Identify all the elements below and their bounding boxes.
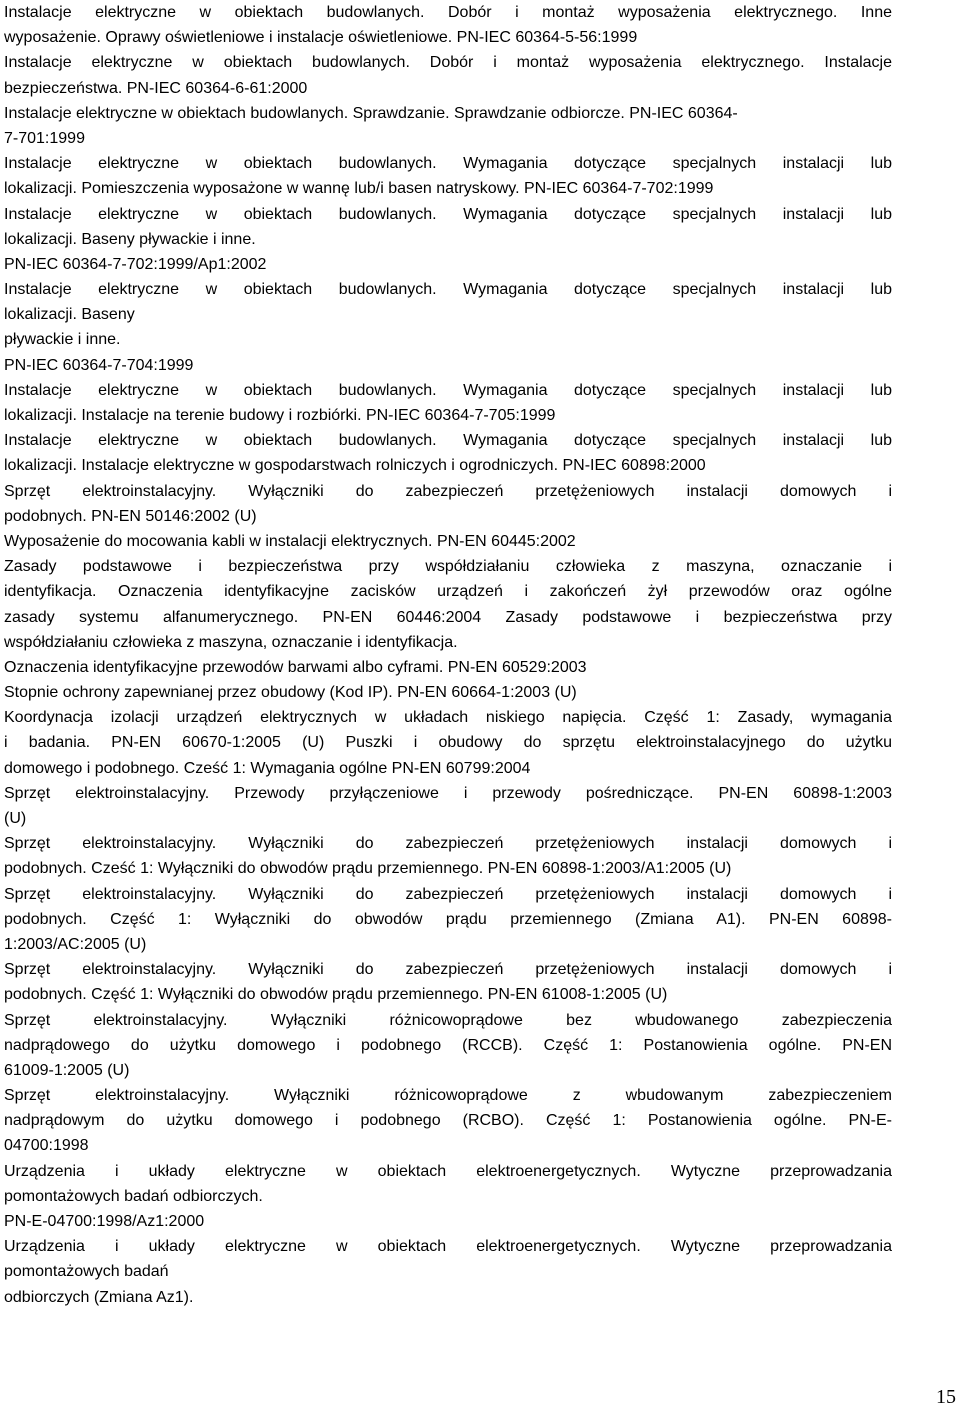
text-line: Sprzęt elektroinstalacyjny. Wyłączniki do zabezpieczeń przetężeniowych instalacji domowych i bbox=[4, 482, 892, 500]
text-line: Instalacje elektryczne w obiektach budowlanych. Sprawdzanie. Sprawdzanie odbiorcze. PN-IEC 60364- bbox=[4, 104, 738, 122]
text-line: Koordynacja izolacji urządzeń elektrycznych w układach niskiego napięcia. Część 1: Zasady, wymagania bbox=[4, 709, 892, 727]
text-line: 7-701:1999 bbox=[4, 129, 85, 147]
text-line: Sprzęt elektroinstalacyjny. Wyłączniki do zabezpieczeń przetężeniowych instalacji domowych i bbox=[4, 961, 892, 979]
text-line: podobnych. Część 1: Wyłączniki do obwodów prądu przemiennego. PN-EN 61008-1:2005 (U) bbox=[4, 986, 668, 1004]
text-line: lokalizacji. Baseny bbox=[4, 306, 135, 324]
text-line: identyfikacja. Oznaczenia identyfikacyjne zacisków urządzeń i zakończeń żył przewodów oraz ogólne bbox=[4, 583, 892, 601]
text-line: podobnych. PN-EN 50146:2002 (U) bbox=[4, 507, 257, 525]
text-line: Urządzenia i układy elektryczne w obiektach elektroenergetycznych. Wytyczne przeprowadzania bbox=[4, 1162, 892, 1180]
text-line: zasady systemu alfanumerycznego. PN-EN 60446:2004 Zasady podstawowe i bezpieczeństwa przy bbox=[4, 608, 892, 626]
text-line: pomontażowych badań odbiorczych. bbox=[4, 1187, 263, 1205]
text-line: Urządzenia i układy elektryczne w obiektach elektroenergetycznych. Wytyczne przeprowadzania bbox=[4, 1238, 892, 1256]
text-line: Instalacje elektryczne w obiektach budowlanych. Wymagania dotyczące specjalnych instalacji lub bbox=[4, 381, 892, 399]
text-line: 61009-1:2005 (U) bbox=[4, 1061, 130, 1079]
text-line: domowego i podobnego. Cześć 1: Wymagania ogólne PN-EN 60799:2004 bbox=[4, 759, 531, 777]
text-line: wyposażenie. Oprawy oświetleniowe i instalacje oświetleniowe. PN-IEC 60364-5-56:1999 bbox=[4, 29, 638, 47]
text-line: PN-IEC 60364-7-702:1999/Ap1:2002 bbox=[4, 255, 267, 273]
text-line: PN-IEC 60364-7-704:1999 bbox=[4, 356, 194, 374]
text-line: Instalacje elektryczne w obiektach budowlanych. Dobór i montaż wyposażenia elektrycznego. Inne bbox=[4, 4, 892, 21]
text-line: 04700:1998 bbox=[4, 1137, 89, 1155]
text-line: lokalizacji. Instalacje elektryczne w gospodarstwach rolniczych i ogrodniczych. PN-IEC 60898:2000 bbox=[4, 457, 706, 475]
text-line: pływackie i inne. bbox=[4, 331, 121, 349]
text-line: Instalacje elektryczne w obiektach budowlanych. Wymagania dotyczące specjalnych instalacji lub bbox=[4, 432, 892, 450]
text-line: współdziałaniu człowieka z maszyna, oznaczanie i identyfikacja. bbox=[4, 633, 458, 651]
text-line: podobnych. Część 1: Wyłączniki do obwodów prądu przemiennego (Zmiana A1). PN-EN 60898- bbox=[4, 910, 892, 928]
text-line: Instalacje elektryczne w obiektach budowlanych. Dobór i montaż wyposażenia elektrycznego. Instalacje bbox=[4, 54, 892, 72]
text-line: Oznaczenia identyfikacyjne przewodów barwami albo cyframi. PN-EN 60529:2003 bbox=[4, 658, 587, 676]
text-line: Sprzęt elektroinstalacyjny. Przewody przyłączeniowe i przewody pośredniczące. PN-EN 60898-1:2003 bbox=[4, 784, 892, 802]
standards-list bbox=[4, 0, 892, 1310]
text-line: Sprzęt elektroinstalacyjny. Wyłączniki różnicowoprądowe z wbudowanym zabezpieczeniem bbox=[4, 1087, 892, 1105]
text-line: Sprzęt elektroinstalacyjny. Wyłączniki do zabezpieczeń przetężeniowych instalacji domowych i bbox=[4, 835, 892, 853]
text-line: bezpieczeństwa. PN-IEC 60364-6-61:2000 bbox=[4, 79, 308, 97]
text-line: Sprzęt elektroinstalacyjny. Wyłączniki do zabezpieczeń przetężeniowych instalacji domowych i bbox=[4, 885, 892, 903]
text-line: lokalizacji. Baseny pływackie i inne. bbox=[4, 230, 256, 248]
text-line: pomontażowych badań bbox=[4, 1263, 169, 1281]
text-line: lokalizacji. Instalacje na terenie budowy i rozbiórki. PN-IEC 60364-7-705:1999 bbox=[4, 407, 556, 424]
text-line: Instalacje elektryczne w obiektach budowlanych. Wymagania dotyczące specjalnych instalacji lub bbox=[4, 155, 892, 173]
text-line: podobnych. Cześć 1: Wyłączniki do obwodów prądu przemiennego. PN-EN 60898-1:2003/A1:2005 (U) bbox=[4, 860, 732, 878]
text-line: Sprzęt elektroinstalacyjny. Wyłączniki różnicowoprądowe bez wbudowanego zabezpieczenia bbox=[4, 1011, 892, 1029]
text-line: i badania. PN-EN 60670-1:2005 (U) Puszki i obudowy do sprzętu elektroinstalacyjnego do użytku bbox=[4, 734, 892, 752]
page-number: 15 bbox=[936, 1386, 956, 1408]
text-line: nadprądowego do użytku domowego i podobnego (RCCB). Część 1: Postanowienia ogólne. PN-EN bbox=[4, 1036, 892, 1054]
text-line: Instalacje elektryczne w obiektach budowlanych. Wymagania dotyczące specjalnych instalacji lub bbox=[4, 205, 892, 223]
text-line: Stopnie ochrony zapewnianej przez obudowy (Kod IP). PN-EN 60664-1:2003 (U) bbox=[4, 684, 577, 702]
text-line: Zasady podstawowe i bezpieczeństwa przy współdziałaniu człowieka z maszyna, oznaczanie i bbox=[4, 558, 892, 576]
text-line: lokalizacji. Pomieszczenia wyposażone w wannę lub/i basen natryskowy. PN-IEC 60364-7-702:1999 bbox=[4, 180, 714, 198]
text-line: (U) bbox=[4, 810, 27, 827]
text-line: Instalacje elektryczne w obiektach budowlanych. Wymagania dotyczące specjalnych instalacji lub bbox=[4, 281, 892, 299]
text-line: Wyposażenie do mocowania kabli w instalacji elektrycznych. PN-EN 60445:2002 bbox=[4, 532, 576, 550]
text-line: PN-E-04700:1998/Az1:2000 bbox=[4, 1213, 205, 1230]
text-line: 1:2003/AC:2005 (U) bbox=[4, 935, 147, 953]
text-line: odbiorczych (Zmiana Az1). bbox=[4, 1288, 194, 1306]
text-line: nadprądowym do użytku domowego i podobnego (RCBO). Część 1: Postanowienia ogólne. PN-E- bbox=[4, 1112, 892, 1130]
